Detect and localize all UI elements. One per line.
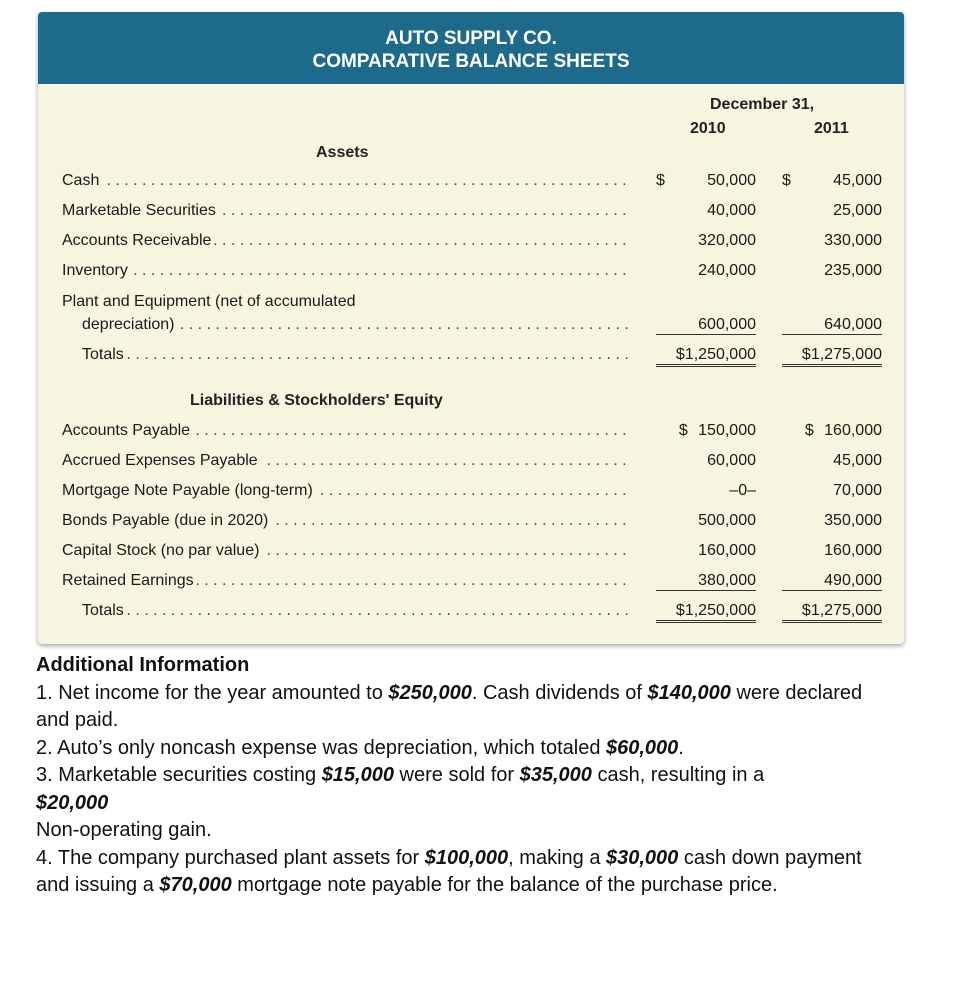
info-item-3-cont: Non-operating gain. bbox=[36, 819, 212, 841]
statement-title: COMPARATIVE BALANCE SHEETS bbox=[312, 51, 630, 72]
value-2011: 490,000 bbox=[782, 572, 882, 591]
value-2010: 500,000 bbox=[698, 512, 756, 529]
value-2011: 45,000 bbox=[833, 172, 882, 189]
row-label: Bonds Payable (due in 2020) . . . bbox=[62, 512, 632, 534]
table-row bbox=[38, 512, 904, 536]
info-item-3-amount: $20,000 bbox=[36, 791, 109, 814]
row-label: Inventory . . . bbox=[62, 262, 632, 284]
liabilities-heading: Liabilities & Stockholders' Equity bbox=[190, 392, 443, 409]
table-row bbox=[38, 422, 904, 446]
value-2010: 50,000 bbox=[707, 172, 756, 189]
value-2011: 70,000 bbox=[833, 482, 882, 499]
dollar-sign: $ bbox=[656, 172, 665, 189]
value-2011: 235,000 bbox=[824, 262, 882, 279]
row-label: Capital Stock (no par value) . . . bbox=[62, 542, 632, 564]
row-label: Totals . . . bbox=[82, 346, 632, 368]
balance-sheet-card bbox=[38, 12, 904, 644]
row-label: Accounts Payable . . . bbox=[62, 422, 632, 444]
totals-row bbox=[38, 602, 904, 626]
value-2011: 160,000 bbox=[824, 542, 882, 559]
row-label: Totals . . . bbox=[82, 602, 632, 624]
row-label: Marketable Securities . . . bbox=[62, 202, 632, 224]
table-row bbox=[38, 452, 904, 476]
dollar-sign: $ bbox=[782, 172, 791, 189]
row-label: Retained Earnings . . . bbox=[62, 572, 632, 594]
value-2011: 350,000 bbox=[824, 512, 882, 529]
totals-row bbox=[38, 346, 904, 370]
row-label: depreciation) . . . bbox=[82, 316, 632, 338]
value-2010: 160,000 bbox=[698, 542, 756, 559]
row-label: Mortgage Note Payable (long-term) . . . bbox=[62, 482, 632, 504]
total-2010: $1,250,000 bbox=[656, 346, 756, 367]
value-2011: 45,000 bbox=[833, 452, 882, 469]
company-name: AUTO SUPPLY CO. bbox=[385, 28, 557, 49]
value-2010: 40,000 bbox=[707, 202, 756, 219]
value-2011: 330,000 bbox=[824, 232, 882, 249]
year-2010-header: 2010 bbox=[690, 120, 726, 137]
value-2010: –0– bbox=[729, 482, 756, 499]
info-item-2: 2. Auto’s only noncash expense was depreciation, which totaled $60,000. bbox=[36, 736, 684, 759]
row-label: Cash . . . bbox=[62, 172, 632, 194]
total-2011: $1,275,000 bbox=[782, 346, 882, 367]
statement-banner bbox=[38, 12, 904, 84]
table-row bbox=[38, 482, 904, 506]
row-label-line1: Plant and Equipment (net of accumulated bbox=[62, 293, 356, 310]
value-2010: 60,000 bbox=[707, 452, 756, 469]
info-item-1: 1. Net income for the year amounted to $250,000. Cash dividends of $140,000 were declared bbox=[36, 681, 863, 704]
value-2011: $ 160,000 bbox=[804, 422, 882, 439]
year-2011-header: 2011 bbox=[814, 120, 849, 137]
value-2010: $ 150,000 bbox=[678, 422, 756, 439]
value-2011: 640,000 bbox=[782, 316, 882, 335]
value-2011: 25,000 bbox=[833, 202, 882, 219]
assets-heading: Assets bbox=[316, 144, 369, 161]
table-row bbox=[38, 262, 904, 286]
value-2010: 380,000 bbox=[656, 572, 756, 591]
additional-information bbox=[36, 652, 946, 900]
table-row bbox=[38, 172, 904, 196]
table-row bbox=[38, 232, 904, 256]
info-item-1-cont: and paid. bbox=[36, 709, 119, 731]
info-item-3: 3. Marketable securities costing $15,000 were sold for $35,000 cash, resulting in a bbox=[36, 764, 765, 786]
total-2010: $1,250,000 bbox=[656, 602, 756, 623]
row-label: Accrued Expenses Payable . . . bbox=[62, 452, 632, 474]
total-2011: $1,275,000 bbox=[782, 602, 882, 623]
additional-info-title: Additional Information bbox=[36, 654, 250, 676]
table-row bbox=[38, 202, 904, 226]
table-row bbox=[38, 316, 904, 340]
table-row bbox=[38, 572, 904, 596]
date-header: December 31, bbox=[710, 96, 815, 113]
value-2010: 320,000 bbox=[698, 232, 756, 249]
value-2010: 240,000 bbox=[698, 262, 756, 279]
info-item-4-cont: and issuing a $70,000 mortgage note payable for the balance of the purchase price. bbox=[36, 874, 778, 896]
value-2010: 600,000 bbox=[656, 316, 756, 335]
table-row bbox=[38, 542, 904, 566]
row-label: Accounts Receivable . . . bbox=[62, 232, 632, 254]
info-item-4: 4. The company purchased plant assets for $100,000, making a $30,000 cash down payment bbox=[36, 846, 862, 869]
